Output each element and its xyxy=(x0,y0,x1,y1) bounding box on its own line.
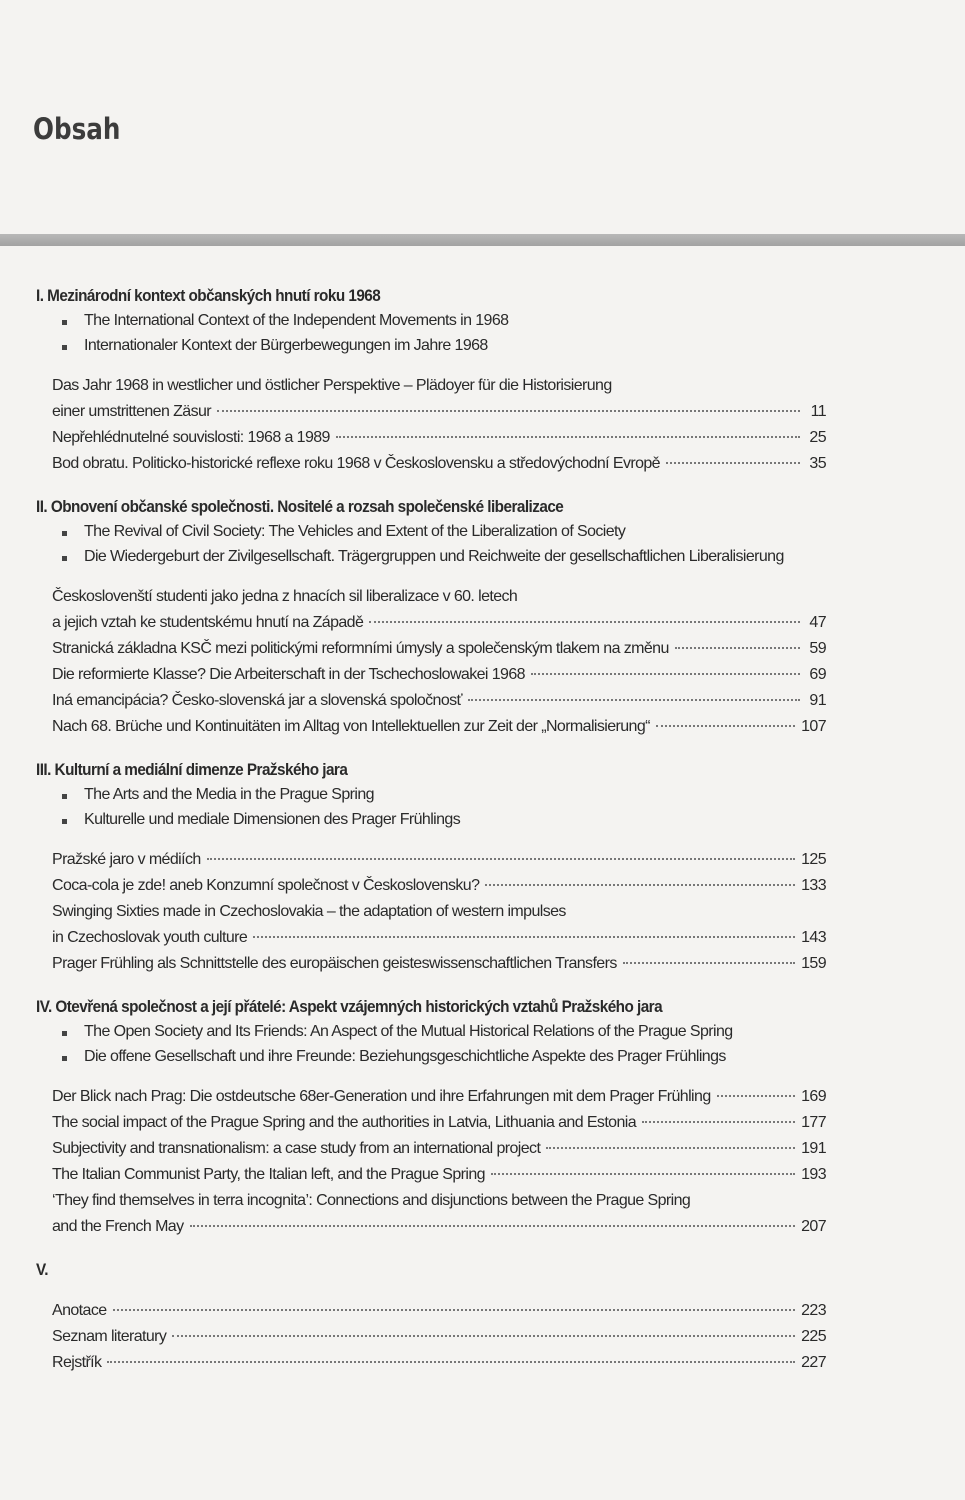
page-number: 227 xyxy=(801,1354,826,1371)
toc-entry-first-line: ‘They find themselves in terra incognita’: Connections and disjunctions between the Prague Spring xyxy=(52,1192,691,1209)
page-number: 47 xyxy=(809,614,826,631)
toc-section xyxy=(36,995,826,1240)
page-title: Obsah xyxy=(33,112,121,146)
page-number: 207 xyxy=(801,1218,826,1235)
toc-entry[interactable]: a jejich vztah ke studentskému hnutí na Západě 47 xyxy=(36,610,826,636)
section-heading: I. Mezinárodní kontext občanských hnutí roku 1968 xyxy=(36,286,381,305)
page-number: 225 xyxy=(801,1328,826,1345)
page-number: 107 xyxy=(801,718,826,735)
page-number: 91 xyxy=(809,692,826,709)
page-number: 193 xyxy=(801,1166,826,1183)
header-rule xyxy=(0,234,965,246)
section-subtitle: Die Wiedergeburt der Zivilgesellschaft. Trägergruppen und Reichweite der gesellschaftlichen Liberalisierung xyxy=(36,544,826,569)
page-number: 35 xyxy=(809,455,826,472)
page-number: 169 xyxy=(801,1088,826,1105)
section-heading: III. Kulturní a mediální dimenze Pražského jara xyxy=(36,760,348,779)
section-subtitle: The Revival of Civil Society: The Vehicles and Extent of the Liberalization of Society xyxy=(36,519,826,544)
page-number: 11 xyxy=(810,403,826,420)
toc-entry-first-line: Českoslovenští studenti jako jedna z hnacích sil liberalizace v 60. letech xyxy=(52,588,518,605)
section-subtitle: The Open Society and Its Friends: An Aspect of the Mutual Historical Relations of the Prague Spring xyxy=(36,1019,826,1044)
bullet-icon xyxy=(62,531,67,536)
page-number: 159 xyxy=(801,955,826,972)
bullet-icon xyxy=(62,819,67,824)
toc-section xyxy=(36,284,826,477)
section-heading: V. xyxy=(36,1260,48,1279)
section-subtitle: The International Context of the Independent Movements in 1968 xyxy=(36,308,826,333)
section-subtitle: Die offene Gesellschaft und ihre Freunde: Beziehungsgeschichtliche Aspekte des Prager Frühlings xyxy=(36,1044,826,1069)
page-number: 143 xyxy=(801,929,826,946)
toc-entry[interactable]: Der Blick nach Prag: Die ostdeutsche 68er-Generation und ihre Erfahrungen mit dem Prager Frühling 169 xyxy=(36,1084,826,1110)
section-heading: II. Obnovení občanské společnosti. Nositelé a rozsah společenské liberalizace xyxy=(36,497,564,516)
toc-entry[interactable]: Subjectivity and transnationalism: a case study from an international project 191 xyxy=(36,1136,826,1162)
toc-entry[interactable]: Bod obratu. Politicko-historické reflexe roku 1968 v Československu a středovýchodní Evropě 35 xyxy=(36,451,826,477)
toc-entry[interactable]: Iná emancipácia? Česko-slovenská jar a slovenská spoločnosť 91 xyxy=(36,688,826,714)
toc-entry-first-line: Das Jahr 1968 in westlicher und östlicher Perspektive – Plädoyer für die Historisierung xyxy=(52,377,612,394)
bullet-icon xyxy=(62,1056,67,1061)
page-number: 69 xyxy=(809,666,826,683)
page-number: 125 xyxy=(801,851,826,868)
bullet-icon xyxy=(62,345,67,350)
bullet-icon xyxy=(62,794,67,799)
toc-section xyxy=(36,758,826,977)
bullet-icon xyxy=(62,1031,67,1036)
toc-entry[interactable]: Nepřehlédnutelné souvislosti: 1968 a 1989 25 xyxy=(36,425,826,451)
toc-entry[interactable]: Stranická základna KSČ mezi politickými reformními úmysly a společenským tlakem na změnu 59 xyxy=(36,636,826,662)
toc-entry[interactable]: Rejstřík 227 xyxy=(36,1350,826,1376)
toc-entry[interactable]: The Italian Communist Party, the Italian left, and the Prague Spring 193 xyxy=(36,1162,826,1188)
toc-entry[interactable]: Pražské jaro v médiích 125 xyxy=(36,847,826,873)
toc-entry[interactable]: Seznam literatury 225 xyxy=(36,1324,826,1350)
toc-entry[interactable]: Die reformierte Klasse? Die Arbeiterschaft in der Tschechoslowakei 1968 69 xyxy=(36,662,826,688)
table-of-contents xyxy=(36,284,826,1394)
section-subtitle: Internationaler Kontext der Bürgerbewegungen im Jahre 1968 xyxy=(36,333,826,358)
toc-entry[interactable]: Nach 68. Brüche und Kontinuitäten im Alltag von Intellektuellen zur Zeit der „Normalisierung“ 107 xyxy=(36,714,826,740)
page-number: 223 xyxy=(801,1302,826,1319)
page-number: 133 xyxy=(801,877,826,894)
page-number: 25 xyxy=(809,429,826,446)
bullet-icon xyxy=(62,320,67,325)
toc-entry[interactable]: and the French May 207 xyxy=(36,1214,826,1240)
section-heading: IV. Otevřená společnost a její přátelé: Aspekt vzájemných historických vztahů Pražského jara xyxy=(36,997,663,1016)
section-subtitle: Kulturelle und mediale Dimensionen des Prager Frühlings xyxy=(36,807,826,832)
toc-section xyxy=(36,495,826,740)
toc-entry[interactable]: in Czechoslovak youth culture 143 xyxy=(36,925,826,951)
toc-entry-first-line: Swinging Sixties made in Czechoslovakia – the adaptation of western impulses xyxy=(52,903,566,920)
toc-entry[interactable]: Coca-cola je zde! aneb Konzumní společnost v Československu? 133 xyxy=(36,873,826,899)
toc-entry[interactable]: einer umstrittenen Zäsur 11 xyxy=(36,399,826,425)
toc-entry[interactable]: Anotace 223 xyxy=(36,1298,826,1324)
toc-entry[interactable]: Prager Frühling als Schnittstelle des europäischen geisteswissenschaftlichen Transfers 159 xyxy=(36,951,826,977)
section-subtitle: The Arts and the Media in the Prague Spring xyxy=(36,782,826,807)
toc-section xyxy=(36,1258,826,1376)
toc-entry[interactable]: The social impact of the Prague Spring and the authorities in Latvia, Lithuania and Estonia 177 xyxy=(36,1110,826,1136)
page-number: 191 xyxy=(801,1140,826,1157)
page-number: 177 xyxy=(801,1114,826,1131)
bullet-icon xyxy=(62,556,67,561)
page-number: 59 xyxy=(809,640,826,657)
